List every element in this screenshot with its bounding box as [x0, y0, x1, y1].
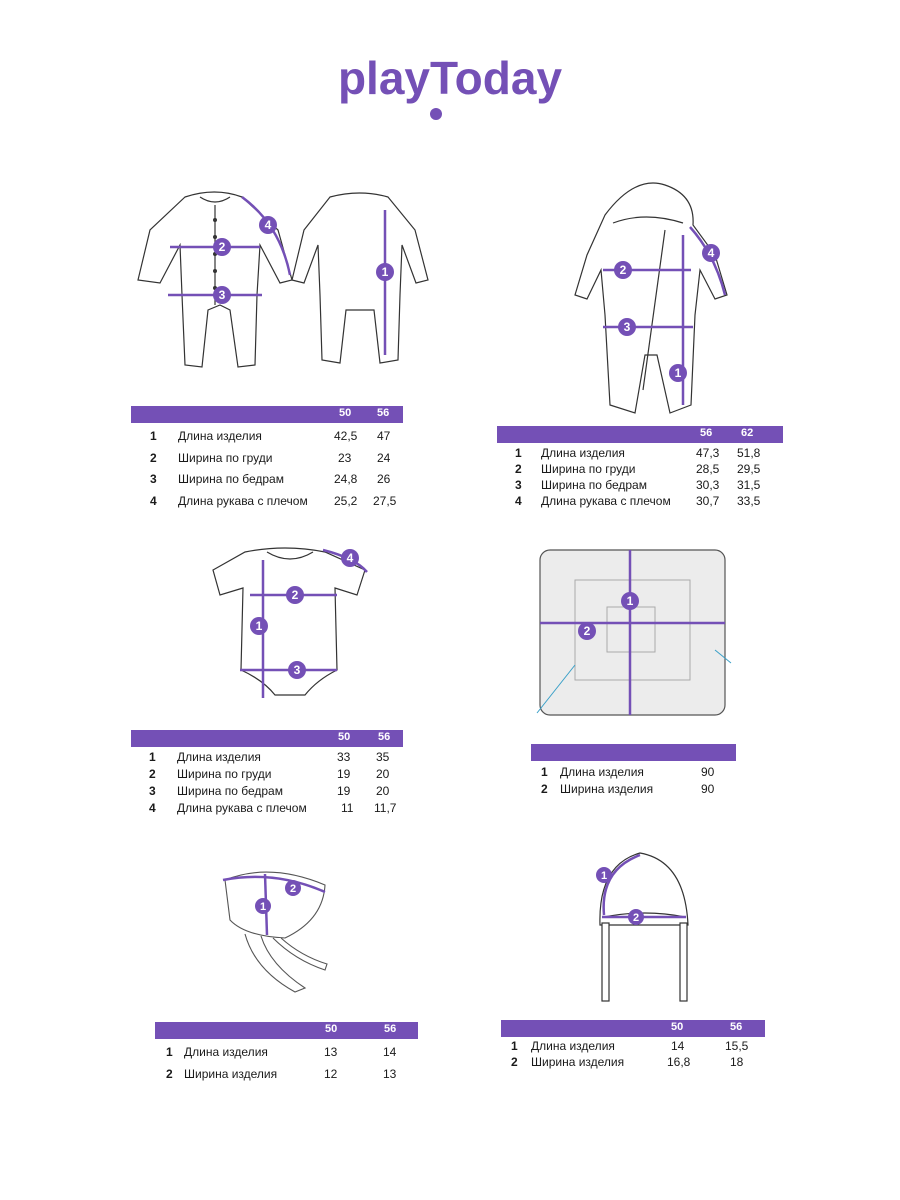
- size-table-romper: [131, 406, 403, 509]
- table-row: 1 Длина изделия 13 14: [166, 1045, 397, 1059]
- table-row: 3 Ширина по бедрам 24,8 26: [150, 472, 391, 486]
- table-row: 4 Длина рукава с плечом 11 11,7: [149, 801, 397, 815]
- logo-text: playToday: [337, 52, 563, 104]
- size-table-bonnet-side: [155, 1022, 418, 1082]
- svg-text:3: 3: [293, 663, 301, 677]
- table-row: 2 Ширина по груди 28,5 29,5: [515, 462, 761, 476]
- table-row: 2 Ширина изделия 16,8 18: [511, 1055, 744, 1069]
- bonnet-side-drawing: [215, 860, 335, 1000]
- svg-text:1: 1: [255, 619, 263, 633]
- svg-text:4: 4: [346, 551, 354, 565]
- svg-text:3: 3: [623, 320, 631, 334]
- svg-text:2: 2: [218, 240, 226, 254]
- table-row: 1 Длина изделия 33 35: [149, 750, 390, 764]
- svg-text:2: 2: [619, 263, 627, 277]
- table-row: 1 Длина изделия 42,5 47: [150, 429, 391, 443]
- table-row: 2 Ширина по груди 23 24: [150, 451, 391, 465]
- table-header: 50 56: [155, 1022, 418, 1039]
- table-header: 50 56: [131, 730, 403, 747]
- size-table-blanket: [531, 744, 736, 797]
- svg-text:2: 2: [289, 883, 297, 895]
- svg-text:1: 1: [381, 265, 389, 279]
- table-header: 50 56: [501, 1020, 765, 1037]
- table-row: 2 Ширина по груди 19 20: [149, 767, 390, 781]
- svg-text:4: 4: [707, 246, 715, 260]
- bonnet-front-drawing: [590, 845, 700, 1005]
- table-row: 3 Ширина по бедрам 19 20: [149, 784, 390, 798]
- table-row: 4 Длина рукава с плечом 30,7 33,5: [515, 494, 761, 508]
- hooded-overall-drawing: [565, 175, 740, 425]
- table-row: 3 Ширина по бедрам 30,3 31,5: [515, 478, 761, 492]
- size-table-bodysuit: [131, 730, 403, 816]
- svg-text:1: 1: [626, 594, 634, 608]
- table-row: 2 Ширина изделия 12 13: [166, 1067, 397, 1081]
- table-row: 1 Длина изделия 47,3 51,8: [515, 446, 761, 460]
- table-header: 50 56: [131, 406, 403, 423]
- table-header: [531, 744, 736, 761]
- svg-text:2: 2: [632, 912, 640, 924]
- table-row: 4 Длина рукава с плечом 25,2 27,5: [150, 494, 397, 508]
- svg-text:1: 1: [674, 366, 682, 380]
- bodysuit-drawing: [205, 540, 375, 710]
- romper-front-drawing: [130, 185, 305, 375]
- table-row: 1 Длина изделия 14 15,5: [511, 1039, 749, 1053]
- svg-text:1: 1: [259, 901, 267, 913]
- size-table-overall: [497, 426, 783, 508]
- table-row: 2 Ширина изделия 90: [541, 782, 715, 796]
- romper-back-drawing: [290, 185, 430, 375]
- svg-text:3: 3: [218, 288, 226, 302]
- table-row: 1 Длина изделия 90: [541, 765, 715, 779]
- svg-text:4: 4: [264, 218, 272, 232]
- table-header: 56 62: [497, 426, 783, 443]
- size-table-bonnet-front: [501, 1020, 765, 1070]
- brand-logo: [0, 48, 900, 128]
- blanket-drawing: [535, 545, 735, 720]
- svg-text:2: 2: [291, 588, 299, 602]
- svg-text:1: 1: [600, 870, 608, 882]
- svg-text:2: 2: [583, 624, 591, 638]
